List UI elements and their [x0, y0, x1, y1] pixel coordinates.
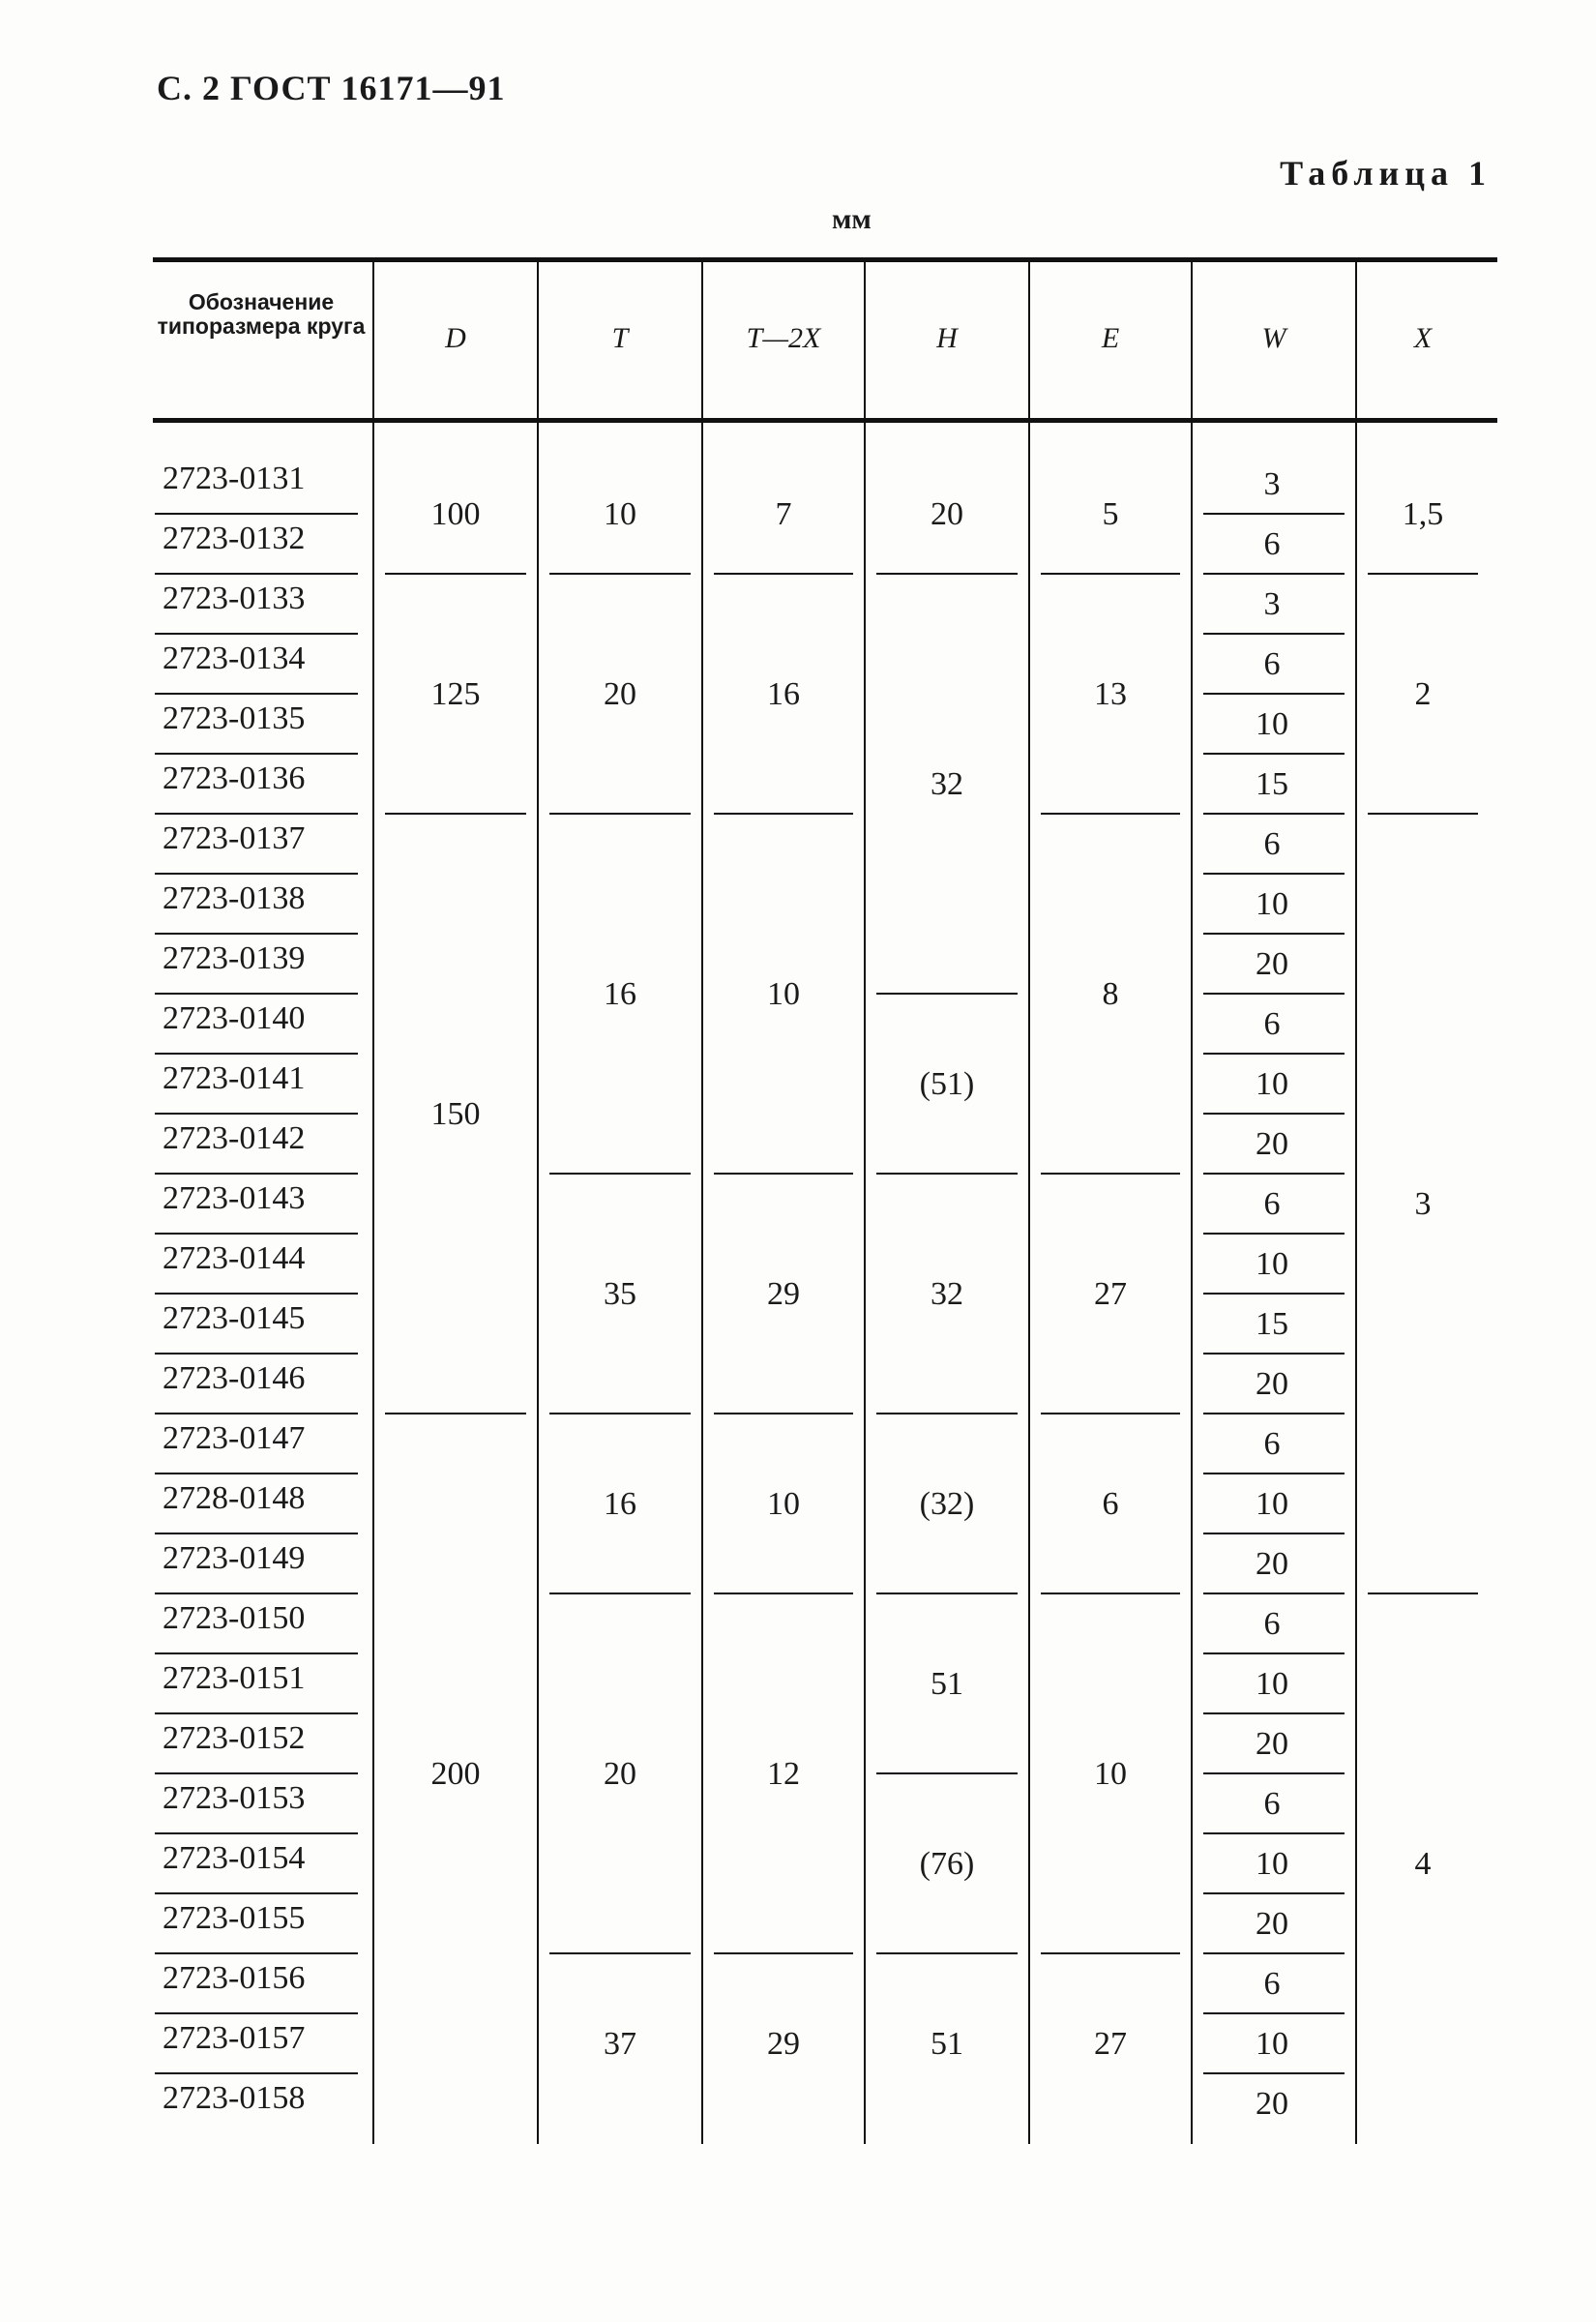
row-underline — [155, 1113, 358, 1115]
cell-x: 1,5 — [1402, 496, 1444, 532]
w-value: 10 — [1256, 886, 1288, 922]
designation-code: 2723-0153 — [163, 1780, 306, 1816]
cell-d: 200 — [430, 1756, 481, 1792]
designation-code: 2723-0147 — [163, 1420, 306, 1456]
row-underline — [155, 1473, 358, 1474]
cell-t: 37 — [604, 2026, 636, 2062]
table-top-rule — [153, 257, 1497, 262]
designation-code: 2723-0151 — [163, 1660, 306, 1696]
column-separator — [537, 257, 539, 2144]
cell-t2x: 29 — [767, 1276, 800, 1312]
header-E: E — [1101, 322, 1120, 354]
w-value: 6 — [1263, 1966, 1281, 2002]
row-underline — [155, 753, 358, 755]
header-W: W — [1261, 322, 1286, 354]
row-underline — [155, 1293, 358, 1295]
column-separator — [864, 257, 866, 2144]
cell-t2x: 29 — [767, 2026, 800, 2062]
cell-t2x: 16 — [767, 676, 800, 712]
row-underline — [155, 813, 358, 815]
cell-t2x: 7 — [775, 496, 792, 532]
cell-t2x: 10 — [767, 1486, 800, 1522]
w-value: 10 — [1256, 2026, 1288, 2062]
cell-e: 8 — [1102, 976, 1119, 1012]
w-value: 6 — [1263, 1786, 1281, 1822]
cell-x: 4 — [1414, 1846, 1432, 1882]
page-header: С. 2 ГОСТ 16171—91 — [157, 69, 506, 107]
designation-code: 2723-0140 — [163, 1000, 306, 1036]
header-designation: Обозначение типоразмера круга — [157, 289, 366, 339]
w-value: 10 — [1256, 1486, 1288, 1522]
header-T: T — [611, 322, 629, 354]
row-underline — [155, 2012, 358, 2014]
cell-d: 150 — [430, 1096, 481, 1132]
cell-t: 16 — [604, 1486, 636, 1522]
cell-e: 6 — [1102, 1486, 1119, 1522]
w-value: 20 — [1256, 1126, 1288, 1162]
cell-d: 125 — [430, 676, 481, 712]
w-value: 20 — [1256, 2086, 1288, 2122]
cell-e: 5 — [1102, 496, 1119, 532]
w-value: 6 — [1263, 826, 1281, 862]
w-value: 10 — [1256, 1846, 1288, 1882]
header-bottom-rule — [153, 418, 1497, 423]
designation-code: 2723-0139 — [163, 940, 306, 976]
row-underline — [155, 1413, 358, 1414]
w-value: 6 — [1263, 1186, 1281, 1222]
designation-code: 2723-0138 — [163, 880, 306, 916]
w-value: 6 — [1263, 1006, 1281, 1042]
cell-h: 20 — [931, 496, 963, 532]
cell-e: 10 — [1094, 1756, 1127, 1792]
designation-code: 2723-0144 — [163, 1240, 306, 1276]
row-underline — [155, 513, 358, 515]
designation-code: 2723-0145 — [163, 1300, 306, 1336]
designation-code: 2723-0146 — [163, 1360, 306, 1396]
cell-d: 100 — [430, 496, 481, 532]
row-underline — [155, 2072, 358, 2074]
row-underline — [155, 1712, 358, 1714]
designation-code: 2723-0156 — [163, 1960, 306, 1996]
header-X: X — [1413, 322, 1433, 354]
cell-h: (76) — [919, 1846, 975, 1882]
w-value: 15 — [1256, 1306, 1288, 1342]
designation-code: 2723-0142 — [163, 1120, 306, 1156]
header-T-2X: T—2X — [746, 322, 821, 354]
w-value: 3 — [1263, 586, 1281, 622]
cell-t: 10 — [604, 496, 636, 532]
w-value: 10 — [1256, 706, 1288, 742]
cell-h: 51 — [931, 2026, 963, 2062]
w-value: 15 — [1256, 766, 1288, 802]
column-separator — [1028, 257, 1030, 2144]
w-value: 10 — [1256, 1666, 1288, 1702]
cell-t2x: 10 — [767, 976, 800, 1012]
designation-code: 2723-0141 — [163, 1060, 306, 1096]
designation-code: 2723-0131 — [163, 461, 306, 496]
row-underline — [155, 693, 358, 695]
w-value: 20 — [1256, 1546, 1288, 1582]
row-underline — [155, 1652, 358, 1654]
designation-code: 2723-0134 — [163, 640, 306, 676]
w-value: 6 — [1263, 646, 1281, 682]
cell-x: 2 — [1414, 676, 1432, 712]
designation-code: 2723-0158 — [163, 2080, 306, 2116]
cell-e: 13 — [1094, 676, 1127, 712]
row-underline — [155, 1772, 358, 1774]
cell-h: 32 — [931, 766, 963, 802]
row-underline — [155, 573, 358, 575]
cell-e: 27 — [1094, 2026, 1127, 2062]
table-title: Таблица 1 — [1280, 154, 1492, 193]
w-value: 6 — [1263, 1426, 1281, 1462]
row-underline — [155, 1533, 358, 1534]
designation-code: 2723-0143 — [163, 1180, 306, 1216]
designation-code: 2723-0157 — [163, 2020, 306, 2056]
w-value: 6 — [1263, 1606, 1281, 1642]
header-H: H — [936, 322, 958, 354]
cell-h: 51 — [931, 1666, 963, 1702]
row-underline — [155, 1832, 358, 1834]
column-separator — [701, 257, 703, 2144]
cell-e: 27 — [1094, 1276, 1127, 1312]
cell-t: 35 — [604, 1276, 636, 1312]
cell-h: (32) — [919, 1486, 975, 1522]
row-underline — [155, 1173, 358, 1175]
designation-code: 2723-0135 — [163, 700, 306, 736]
cell-t: 16 — [604, 976, 636, 1012]
cell-t: 20 — [604, 1756, 636, 1792]
designation-code: 2728-0148 — [163, 1480, 306, 1516]
row-underline — [155, 1353, 358, 1354]
designation-code: 2723-0133 — [163, 580, 306, 616]
w-value: 10 — [1256, 1066, 1288, 1102]
designation-code: 2723-0152 — [163, 1720, 306, 1756]
designation-code: 2723-0137 — [163, 820, 306, 856]
row-underline — [155, 1233, 358, 1235]
designation-code: 2723-0132 — [163, 521, 306, 556]
cell-t2x: 12 — [767, 1756, 800, 1792]
w-value: 20 — [1256, 946, 1288, 982]
designation-code: 2723-0154 — [163, 1840, 306, 1876]
header-D: D — [445, 322, 466, 354]
designation-code: 2723-0136 — [163, 760, 306, 796]
row-underline — [155, 873, 358, 875]
column-separator — [1355, 257, 1357, 2144]
w-value: 20 — [1256, 1726, 1288, 1762]
row-underline — [155, 1952, 358, 1954]
row-underline — [155, 933, 358, 935]
cell-t: 20 — [604, 676, 636, 712]
row-underline — [155, 1892, 358, 1894]
row-underline — [155, 993, 358, 995]
w-value: 20 — [1256, 1906, 1288, 1942]
w-value: 6 — [1263, 526, 1281, 562]
w-value: 20 — [1256, 1366, 1288, 1402]
column-separator — [372, 257, 374, 2144]
w-value: 3 — [1263, 466, 1281, 502]
w-value: 10 — [1256, 1246, 1288, 1282]
cell-x: 3 — [1414, 1186, 1432, 1222]
designation-code: 2723-0150 — [163, 1600, 306, 1636]
units-label: мм — [832, 203, 872, 235]
row-underline — [155, 633, 358, 635]
cell-h: (51) — [919, 1066, 975, 1102]
row-underline — [155, 1593, 358, 1594]
row-underline — [155, 1053, 358, 1055]
column-separator — [1191, 257, 1193, 2144]
designation-code: 2723-0149 — [163, 1540, 306, 1576]
designation-code: 2723-0155 — [163, 1900, 306, 1936]
cell-h: 32 — [931, 1276, 963, 1312]
